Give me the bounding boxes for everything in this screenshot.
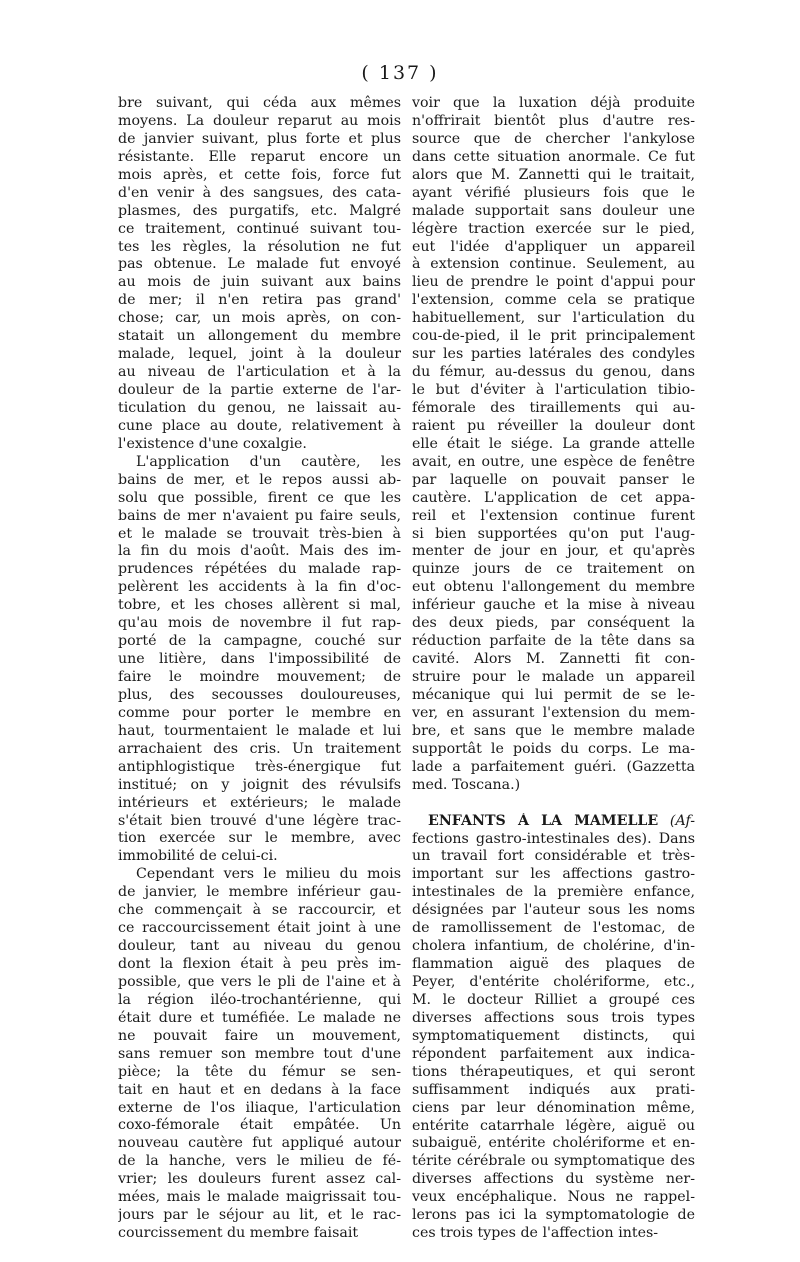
text-line: d'en venir à des sangsues, des cata- <box>118 184 401 201</box>
text-line: de la hanche, vers le milieu de fé- <box>118 1153 401 1170</box>
text-line: tions thérapeutiques, et qui seront <box>412 1063 695 1080</box>
text-line: menter de jour en jour, et qu'après <box>412 543 695 560</box>
text-line: haut, tourmentaient le malade et lui <box>118 722 401 739</box>
text-line: flammation aiguë des plaques de <box>412 956 695 973</box>
text-line: intérieurs et extérieurs; le malade <box>118 794 401 811</box>
text-line: ce traitement, continué suivant tou- <box>118 220 401 237</box>
text-line: supportât le poids du corps. Le ma- <box>412 740 695 757</box>
right-column <box>412 95 695 1243</box>
text-line: prudences répétées du malade rap- <box>118 561 401 578</box>
text-line: l'existence d'une coxalgie. <box>118 435 307 452</box>
text-line: avait, en outre, une espèce de fenêtre <box>412 453 695 470</box>
text-line: résistante. Elle reparut encore un <box>118 148 401 165</box>
text-line: dans cette situation anormale. Ce fut <box>412 148 695 165</box>
text-line: au niveau de l'articulation et à la <box>118 364 401 381</box>
text-line: pièce; la tête du fémur se sen- <box>118 1063 401 1080</box>
text-line: plus, des secousses douloureuses, <box>118 686 401 703</box>
text-line: l'extension, comme cela se pratique <box>412 292 695 309</box>
text-line: si bien supportées qu'on put l'aug- <box>412 525 695 542</box>
text-line: raient pu réveiller la douleur dont <box>412 417 695 434</box>
text-line: jours par le séjour au lit, et le rac- <box>118 1207 401 1224</box>
text-line: suffisamment indiqués aux prati- <box>412 1081 695 1098</box>
text-line: lieu de prendre le point d'appui pour <box>412 274 695 291</box>
text-line: nouveau cautère fut appliqué autour <box>118 1135 401 1152</box>
text-line: antiphlogistique très-énergique fut <box>118 758 401 775</box>
text-line: source que de chercher l'ankylose <box>412 130 695 147</box>
text-line: habituellement, sur l'articulation du <box>412 310 695 327</box>
text-line: de janvier suivant, plus forte et plus <box>118 130 401 147</box>
page-number: ( 137 ) <box>361 62 439 84</box>
text-line: tobre, et les choses allèrent si mal, <box>118 597 401 614</box>
section-heading <box>412 813 695 831</box>
text-line: ciens par leur dénomination même, <box>412 1099 695 1116</box>
text-line: entérite catarrhale légère, aiguë ou <box>412 1117 695 1134</box>
text-line: au mois de juin suivant aux bains <box>118 274 401 291</box>
text-line: Peyer, d'entérite cholériforme, etc., <box>412 974 695 990</box>
text-line: che commençait à se raccourcir, et <box>118 902 401 919</box>
text-line: sur les parties latérales des condyles <box>412 346 695 363</box>
left-column <box>118 95 401 1243</box>
text-line: ayant vérifié plusieurs fois que le <box>412 184 695 201</box>
text-line: qu'au mois de novembre il fut rap- <box>118 615 401 632</box>
text-line: n'offrirait bientôt plus d'autre res- <box>412 112 695 129</box>
text-line: moyens. La douleur reparut au mois <box>118 112 401 129</box>
text-line: reil et l'extension continue furent <box>412 507 695 524</box>
text-line: des deux pieds, par conséquent la <box>412 615 695 632</box>
text-line: tion exercée sur le membre, avec <box>118 830 401 847</box>
text-line: Cependant vers le milieu du mois <box>136 866 401 883</box>
text-line: important sur les affections gastro- <box>412 866 695 883</box>
text-line: eut obtenu l'allongement du membre <box>412 579 695 596</box>
text-line: bains de mer n'avaient pu faire seuls, <box>118 507 401 524</box>
text-line: subaiguë, entérite cholériforme et en- <box>412 1135 695 1152</box>
text-line: cholera infantium, de cholérine, d'in- <box>412 938 695 955</box>
text-line: courcissement du membre faisait <box>118 1225 359 1242</box>
text-line: pas obtenue. Le malade fut envoyé <box>118 256 401 273</box>
text-line: lade a parfaitement guéri. (Gazzetta <box>412 758 695 775</box>
text-line: arrachaient des cris. Un traitement <box>118 740 401 757</box>
text-line: veux encéphalique. Nous ne rappel- <box>412 1189 695 1206</box>
text-line: du fémur, au-dessus du genou, dans <box>412 364 695 381</box>
text-line: tait en haut et en dedans à la face <box>118 1081 401 1098</box>
text-line: struire pour le malade un appareil <box>412 669 695 685</box>
text-line: alors que M. Zannetti qui le traitait, <box>412 166 695 183</box>
text-line: comme pour porter le membre en <box>118 704 401 721</box>
text-line: diverses affections du système ner- <box>412 1171 695 1188</box>
text-line: ver, en assurant l'extension du mem- <box>412 704 695 721</box>
text-line: la région iléo-trochantérienne, qui <box>118 991 401 1008</box>
text-line: douleur de la partie externe de l'ar- <box>118 382 401 398</box>
text-line: plasmes, des purgatifs, etc. Malgré <box>118 202 401 219</box>
text-line: L'application d'un cautère, les <box>136 453 401 470</box>
text-line: bre suivant, qui céda aux mêmes <box>118 95 401 111</box>
text-line: solu que possible, firent ce que les <box>118 489 401 506</box>
text-line: fections gastro-intestinales des). Dans <box>412 830 695 847</box>
text-line: réduction parfaite de la tête dans sa <box>412 633 695 650</box>
text-line: mois après, et cette fois, force fut <box>118 166 401 183</box>
text-line: était dure et tuméfiée. Le malade ne <box>118 1009 401 1026</box>
text-line: bre, et sans que le membre malade <box>412 722 695 739</box>
text-line: tes les règles, la résolution ne fut <box>118 238 401 255</box>
text-line: par laquelle on pouvait panser le <box>412 471 695 488</box>
text-line: sans remuer son membre tout d'une <box>118 1045 401 1062</box>
text-line: la fin du mois d'août. Mais des im- <box>118 543 401 560</box>
text-line: vrier; les douleurs furent assez cal- <box>118 1171 401 1188</box>
text-line: ticulation du genou, ne laissait au- <box>118 399 401 416</box>
text-line: s'était bien trouvé d'une légère trac- <box>118 812 401 829</box>
text-line: ce raccourcissement était joint à une <box>118 920 401 937</box>
text-line: voir que la luxation déjà produite <box>412 95 695 111</box>
text-line: coxo-fémorale était empâtée. Un <box>118 1117 401 1134</box>
text-line: ne pouvait faire un mouvement, <box>118 1027 401 1044</box>
text-line: symptomatiquement distincts, qui <box>412 1027 695 1044</box>
text-line: dont la flexion était à peu près im- <box>118 956 401 972</box>
text-line: le but d'éviter à l'articulation tibio- <box>412 382 695 398</box>
text-line: de ramollissement de l'estomac, de <box>412 920 695 937</box>
text-line: porté de la campagne, couché sur <box>118 633 401 650</box>
text-line: mées, mais le malade maigrissait tou- <box>118 1189 401 1206</box>
text-line: et le malade se trouvait très-bien à <box>118 525 401 542</box>
text-line: intestinales de la première enfance, <box>412 884 695 901</box>
text-line: inférieur gauche et la mise à niveau <box>412 597 695 614</box>
text-line: cautère. L'application de cet appa- <box>412 489 695 506</box>
text-line: à extension continue. Seulement, au <box>412 256 695 273</box>
text-line: répondent parfaitement aux indica- <box>412 1045 695 1062</box>
text-line: lerons pas ici la symptomatologie de <box>412 1207 695 1224</box>
text-line: ces trois types de l'affection intes- <box>412 1225 659 1242</box>
text-line: douleur, tant au niveau du genou <box>118 938 401 955</box>
text-line: fémorale des tiraillements qui au- <box>412 399 695 416</box>
text-line: diverses affections sous trois types <box>412 1009 695 1026</box>
text-line: chose; car, un mois après, on con- <box>118 310 401 327</box>
text-line: de janvier, le membre inférieur gau- <box>118 884 401 901</box>
text-line: une litière, dans l'impossibilité de <box>118 651 401 668</box>
text-line: med. Toscana.) <box>412 776 521 793</box>
section-heading-title: ENFANTS À LA MAMELLE <box>428 812 659 829</box>
text-line: eut l'idée d'appliquer un appareil <box>412 238 695 255</box>
text-line: légère traction exercée sur le pied, <box>412 220 695 237</box>
text-line: cou-de-pied, il le prit principalement <box>412 328 695 345</box>
text-line: malade, lequel, joint à la douleur <box>118 346 401 363</box>
text-line: mécanique qui lui permit de se le- <box>412 686 695 703</box>
text-line: bains de mer, et le repos aussi ab- <box>118 471 401 488</box>
section-gap <box>412 795 695 813</box>
text-line: possible, que vers le pli de l'aine et à <box>118 973 401 990</box>
text-line: malade supportait sans douleur une <box>412 202 695 219</box>
text-line: désignées par l'auteur sous les noms <box>412 902 695 919</box>
text-line: externe de l'os iliaque, l'articulation <box>118 1099 401 1116</box>
text-line: térite cérébrale ou symptomatique des <box>412 1153 695 1170</box>
text-line: un travail fort considérable et très- <box>412 848 695 865</box>
text-line: elle était le siége. La grande attelle <box>412 435 695 452</box>
text-line: pelèrent les accidents à la fin d'oc- <box>118 579 401 596</box>
text-line: institué; on y joignit des révulsifs <box>118 776 401 793</box>
section-heading-subtitle: (Af- <box>658 812 695 829</box>
text-line: cavité. Alors M. Zannetti fit con- <box>412 651 695 668</box>
text-line: quinze jours de ce traitement on <box>412 561 695 578</box>
text-line: statait un allongement du membre <box>118 328 401 345</box>
text-line: faire le moindre mouvement; de <box>118 669 401 685</box>
text-line: immobilité de celui-ci. <box>118 848 278 865</box>
text-line: M. le docteur Rilliet a groupé ces <box>412 991 695 1008</box>
text-line: cune place au doute, relativement à <box>118 417 401 434</box>
text-line: de mer; il n'en retira pas grand' <box>118 292 401 309</box>
